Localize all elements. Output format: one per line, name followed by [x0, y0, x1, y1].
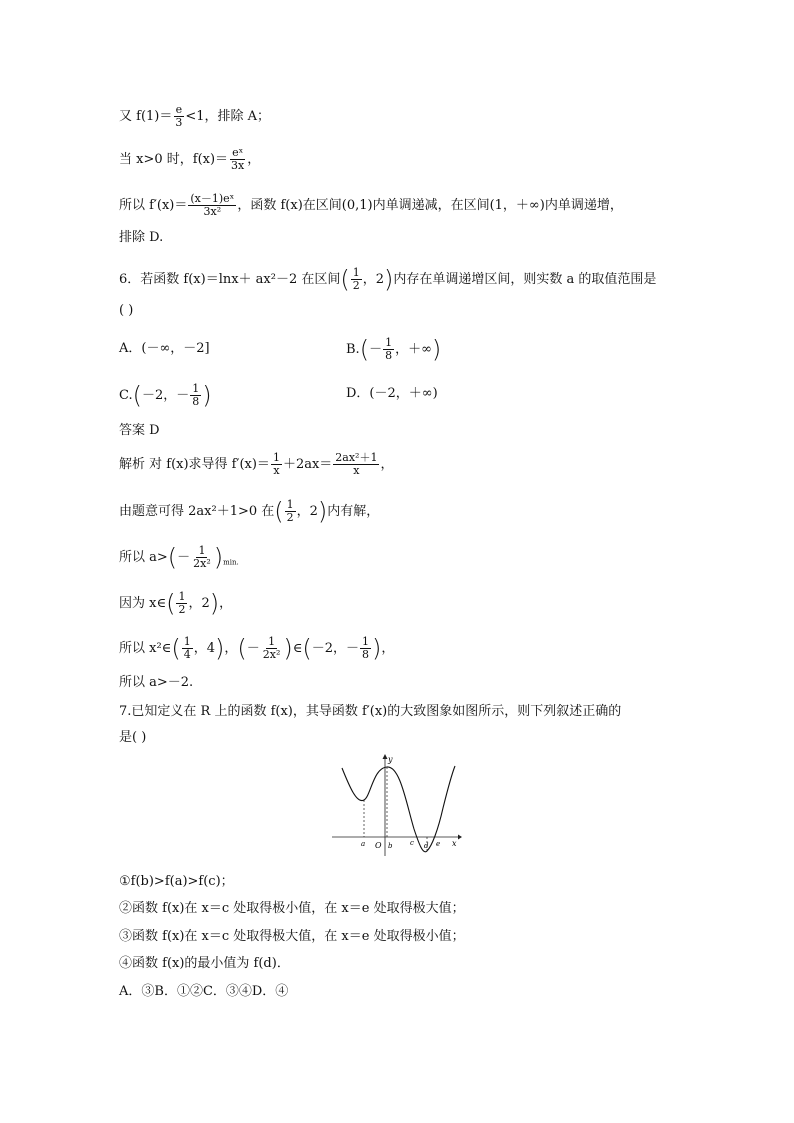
option-b: B.(－ $\frac{1}{8}$ ，＋∞) [346, 335, 442, 364]
label-c: c [410, 839, 414, 847]
statement-1: ①f(b)>f(a)>f(c)； [119, 874, 234, 889]
solution-line: 所以 x²∈( $\frac{1}{4}$ ，4)，(－ $\frac{1}{\text{2x²}}$ )∈(－2，－ $\frac{1}{8}$ )， [119, 634, 395, 663]
fraction: $\frac{1}{8}$ [362, 635, 370, 661]
derivative-curve [342, 766, 455, 852]
y-label: y [388, 755, 393, 764]
x-label: x [452, 839, 457, 848]
y-axis-arrow [383, 754, 388, 759]
text-line: 所以 f′(x)＝ $\frac{\text{(x－1)eˣ}}{\text{3x²}}$ ，函数 f(x)在区间(0,1)内单调递减，在区间(1，＋∞)内单调递增， [119, 192, 623, 218]
text-line: 当 x>0 时，f(x)＝ $\frac{\text{eˣ}}{3x}$ ， [119, 146, 261, 172]
text-line: 又 f(1)＝ $\frac{e}{3}$ <1，排除 A； [119, 103, 271, 129]
question-7-cont: 是( ) [119, 730, 147, 745]
statement-3: ③函数 f(x)在 x＝c 处取得极大值，在 x＝e 处取得极小值； [119, 929, 465, 944]
fraction: $\frac{1}{x}$ [272, 451, 280, 477]
fraction: $\frac{1}{2}$ [178, 590, 186, 616]
fraction: $\frac{\text{eˣ}}{3x}$ [231, 146, 245, 172]
question-6: 6．若函数 f(x)＝lnx＋ ax²－2 在区间( $\frac{1}{2}$ ，2)内存在单调递增区间，则实数 a 的取值范围是 [119, 265, 657, 294]
solution-line: 所以 a>(－ $\frac{1}{\text{2x²}}$ )$_{min.}$ [119, 543, 239, 572]
statement-2: ②函数 f(x)在 x＝c 处取得极小值，在 x＝e 处取得极大值； [119, 901, 465, 916]
text-line: 排除 D. [119, 230, 164, 245]
solution-line: 由题意可得 2ax²＋1>0 在( $\frac{1}{2}$ ，2)内有解， [119, 497, 380, 526]
label-a: a [361, 840, 366, 848]
label-e: e [436, 840, 441, 848]
question-7: 7.已知定义在 R 上的函数 f(x)，其导函数 f′(x)的大致图象如图所示，则下列叙述正确的 [119, 704, 622, 719]
fraction: $\frac{\text{2ax²＋1}}{x}$ [335, 451, 378, 477]
fraction: $\frac{1}{4}$ [183, 635, 191, 661]
fraction: $\frac{e}{3}$ [175, 103, 183, 129]
answer: 答案 D [119, 423, 160, 438]
option-c: C.(－2，－ $\frac{1}{8}$ ) [119, 381, 212, 410]
fraction: $\frac{1}{2}$ [352, 266, 360, 292]
option-d: D．(－2，＋∞) [346, 386, 438, 401]
statement-4: ④函数 f(x)的最小值为 f(d)． [119, 956, 290, 971]
solution-line: 解析 对 f(x)求导得 f′(x)＝ $\frac{1}{x}$ ＋2ax＝ $\frac{\text{2ax²＋1}}{x}$ ， [119, 451, 394, 477]
x-axis-arrow [458, 835, 462, 840]
fraction: $\frac{1}{\text{2x²}}$ [262, 635, 281, 661]
label-d: d [424, 842, 429, 850]
solution-line: 因为 x∈( $\frac{1}{2}$ ，2)， [119, 589, 233, 618]
derivative-graph [330, 754, 462, 858]
fraction: $\frac{1}{2}$ [286, 498, 294, 524]
label-o: O [375, 841, 382, 850]
options-7: A．③B．①②C．③④D．④ [119, 984, 289, 999]
label-b: b [388, 842, 393, 850]
fraction: $\frac{1}{\text{2x²}}$ [193, 544, 211, 570]
fraction: $\frac{\text{(x－1)eˣ}}{\text{3x²}}$ [190, 192, 235, 218]
solution-line: 所以 a>－2. [119, 675, 194, 690]
fraction: $\frac{1}{8}$ [192, 382, 200, 408]
answer-blank: ( ) [119, 303, 134, 318]
fraction: $\frac{1}{8}$ [385, 336, 393, 362]
option-a: A．(－∞，－2] [119, 341, 210, 356]
